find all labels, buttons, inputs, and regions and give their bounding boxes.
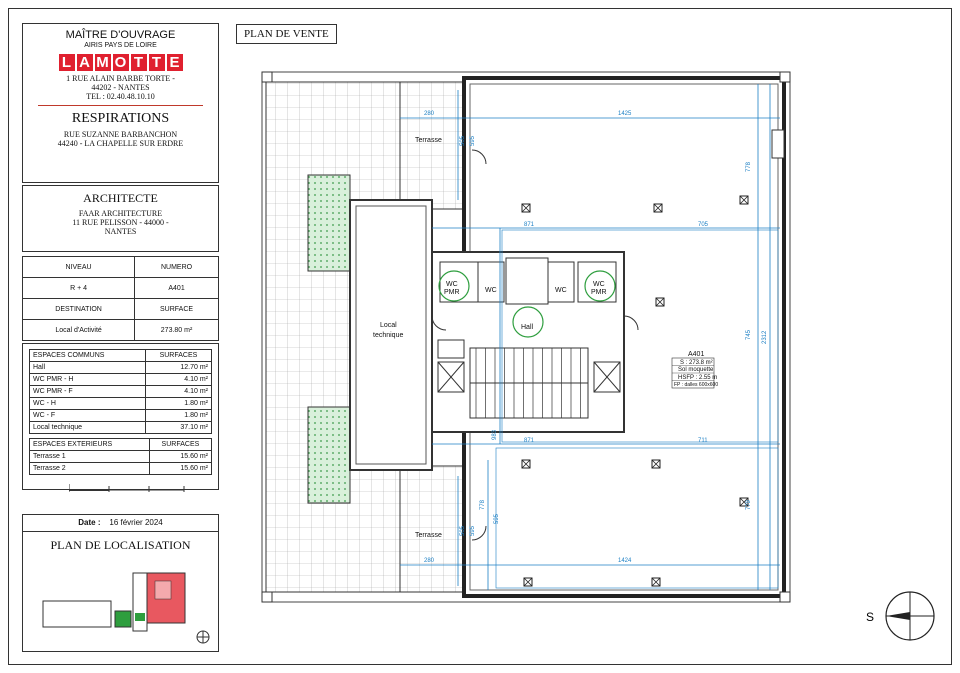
row-value: 4.10 m²	[145, 386, 211, 398]
terrasse-top-label: Terrasse	[415, 137, 442, 144]
dim-right-total: 2312	[762, 330, 768, 344]
logo-letter: E	[167, 54, 183, 71]
dim-bottom-width: 1424	[618, 558, 632, 564]
row-name: WC - F	[30, 410, 146, 422]
wc-left-label: WC	[485, 287, 497, 294]
terrace-bottom	[400, 466, 464, 592]
unit-name: A401	[688, 351, 705, 358]
dim-left-bot: 595	[470, 525, 476, 536]
ext-header-right: SURFACES	[149, 439, 211, 451]
row-value: 15.60 m²	[149, 451, 211, 463]
hall-label: Hall	[521, 324, 534, 331]
project-title: RESPIRATIONS	[71, 111, 170, 126]
dim-right-bot: 779	[746, 499, 752, 510]
dim-mid-top-right: 705	[698, 222, 709, 228]
dim-terr-bottom: 280	[424, 558, 435, 564]
planter-bottom	[308, 407, 350, 503]
numero-label: NUMERO	[135, 257, 219, 278]
wc-right	[548, 262, 574, 302]
surface-value: 273.80 m²	[135, 320, 219, 341]
ext-header-left: ESPACES EXTERIEURS	[30, 439, 150, 451]
maitre-address-1: 1 RUE ALAIN BARBE TORTE -	[66, 74, 175, 83]
dim-left-mid-c: 595	[494, 513, 500, 524]
dim-mid-top-left: 871	[524, 222, 535, 228]
plan-de-vente-label: PLAN DE VENTE	[236, 24, 337, 44]
elevator	[506, 258, 548, 304]
dim-left-top: 595	[470, 135, 476, 146]
dim-right-mid: 745	[746, 329, 752, 340]
dim-mid-bot-left: 871	[524, 438, 535, 444]
architecte-title: ARCHITECTE	[83, 191, 158, 205]
dim-top-width: 1425	[618, 111, 632, 117]
project-address-2: 44240 - LA CHAPELLE SUR ERDRE	[57, 139, 184, 148]
local-technique-label-1: Local	[380, 322, 397, 329]
project-address-1: RUE SUZANNE BARBANCHON	[63, 130, 178, 139]
staircase	[470, 348, 588, 418]
architecte-line-3: NANTES	[104, 227, 137, 236]
wc-pmr-left-label: WC	[446, 281, 458, 288]
row-name: Terrasse 1	[30, 451, 150, 463]
date-value: 16 février 2024	[109, 518, 163, 527]
row-value: 15.60 m²	[149, 463, 211, 475]
terrace-top	[400, 82, 464, 209]
maitre-subtitle: AIRIS PAYS DE LOIRE	[84, 42, 157, 49]
destination-value: Local d'Activité	[23, 320, 135, 341]
planter-top	[308, 175, 350, 271]
wc-right-label: WC	[555, 287, 567, 294]
unit-label	[672, 351, 718, 388]
logo-letter: T	[149, 54, 165, 71]
pmr-left-label: PMR	[444, 289, 460, 296]
logo-letter: L	[59, 54, 75, 71]
row-value: 1.80 m²	[145, 410, 211, 422]
maitre-tel: TEL : 02.40.48.10.10	[86, 92, 155, 101]
compass-label: S	[866, 610, 875, 624]
architecte-line-1: FAAR ARCHITECTURE	[78, 209, 163, 218]
dim-terr-side-bot: 505	[460, 525, 466, 536]
niveau-label: NIVEAU	[23, 257, 135, 278]
dim-right-top: 778	[746, 161, 752, 172]
dim-mid-bot-right: 711	[698, 438, 708, 444]
row-name: WC - H	[30, 398, 146, 410]
terrasse-bottom-label: Terrasse	[415, 532, 442, 539]
dim-terr-top: 280	[424, 111, 435, 117]
maitre-title: MAÎTRE D'OUVRAGE	[65, 29, 176, 41]
date-label: Date :	[78, 518, 101, 527]
unit-surface: S : 273.8 m²	[680, 360, 713, 366]
row-value: 12.70 m²	[145, 362, 211, 374]
architecte-line-2: 11 RUE PELISSON - 44000 -	[72, 218, 169, 227]
logo-letter: T	[131, 54, 147, 71]
localisation-title: PLAN DE LOCALISATION	[50, 538, 191, 552]
destination-label: DESTINATION	[23, 299, 135, 320]
row-name: WC PMR - H	[30, 374, 146, 386]
dim-terr-side-top: 505	[460, 135, 466, 146]
unit-height: HSFP : 2.55 m	[678, 375, 718, 381]
local-technique-label-2: technique	[373, 332, 404, 339]
row-value: 4.10 m²	[145, 374, 211, 386]
row-name: Hall	[30, 362, 146, 374]
logo-letter: M	[96, 54, 109, 71]
maitre-address-2: 44202 - NANTES	[91, 83, 150, 92]
communs-header-left: ESPACES COMMUNS	[30, 350, 146, 362]
logo-letter: O	[113, 54, 129, 71]
row-name: WC PMR - F	[30, 386, 146, 398]
dim-left-mid-b: 778	[480, 499, 486, 510]
unit-ceiling: FP : dalles 600x600	[674, 382, 719, 388]
surface-label: SURFACE	[135, 299, 219, 320]
dim-left-mid-a: 983	[492, 429, 498, 440]
communs-header-right: SURFACES	[145, 350, 211, 362]
pmr-right-label: PMR	[591, 289, 607, 296]
row-value: 1.80 m²	[145, 398, 211, 410]
compass-icon	[886, 592, 934, 640]
logo-letter: A	[77, 54, 93, 71]
row-name: Terrasse 2	[30, 463, 150, 475]
row-name: Local technique	[30, 422, 146, 434]
row-value: 37.10 m²	[145, 422, 211, 434]
unit-floor: Sol moquette	[678, 367, 714, 373]
niveau-value: R + 4	[23, 278, 135, 299]
wc-pmr-right-label: WC	[593, 281, 605, 288]
numero-value: A401	[135, 278, 219, 299]
